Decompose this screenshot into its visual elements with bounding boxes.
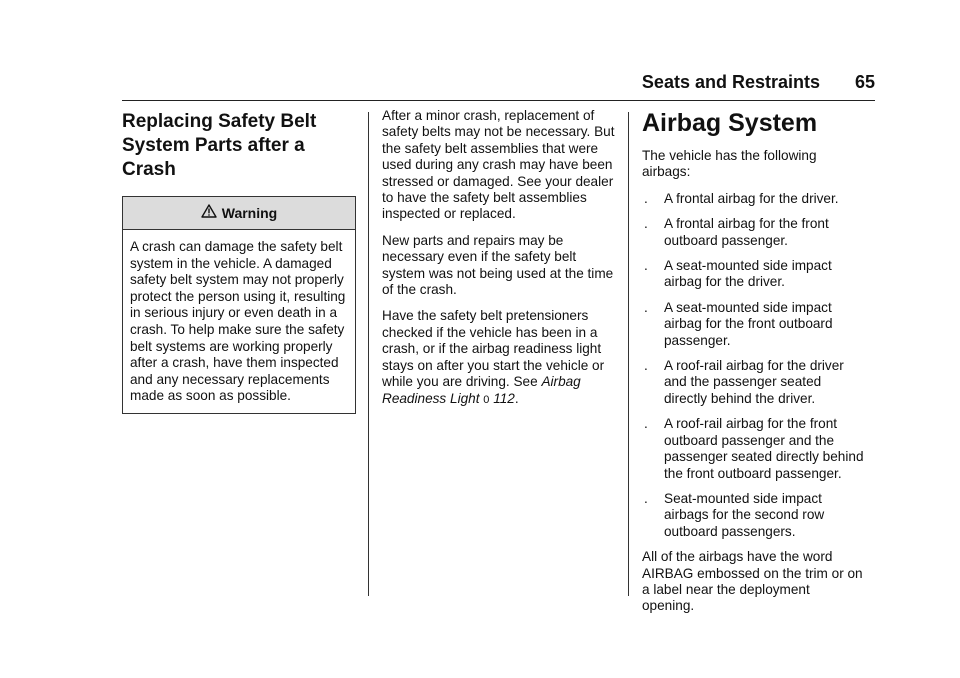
bullet-icon: . (644, 299, 648, 315)
chapter-title: Seats and Restraints (641, 72, 820, 92)
list-item: . A frontal airbag for the driver. (644, 190, 839, 206)
page-reference-icon: 0 (483, 393, 490, 406)
bullet-icon: . (644, 216, 648, 232)
airbag-intro: The vehicle has the following airbags: (642, 148, 817, 180)
airbag-closing: All of the airbags have the word AIRBAG embossed on the trim or on a label near the deployment opening. (642, 549, 863, 614)
list-item: . A frontal airbag for the front outboard passenger. (644, 216, 829, 248)
bullet-icon: . (644, 358, 648, 374)
warning-text: A crash can damage the safety belt system in the vehicle. A damaged safety belt system may not properly protect the person using it, resulting in serious injury or even death in a crash. To help make sure the safety belt systems are working properly after a crash, have them inspected and any necessary replacements made as soon as possible. (130, 239, 346, 404)
bullet-icon: . (644, 416, 648, 432)
column-divider-2 (628, 112, 629, 596)
bullet-icon: . (644, 190, 648, 206)
column-divider-1 (368, 112, 369, 596)
airbag-list (642, 191, 864, 540)
paragraph-end-period: . (514, 390, 519, 406)
warning-box (122, 196, 356, 414)
section-heading-replacing-belts: Replacing Safety Belt System Parts after a Crash (122, 111, 317, 180)
column-2 (382, 108, 618, 418)
paragraph-pretensioners-text: Have the safety belt pretensioners checked if the vehicle has been in a crash, or if the airbag readiness light stays on after you start the vehicle or while you are driving. See (382, 308, 605, 390)
warning-triangle-icon (201, 204, 217, 218)
warning-header (123, 197, 355, 230)
column-3 (642, 108, 864, 625)
list-item: . A roof-rail airbag for the driver and the passenger seated directly behind the driver. (644, 358, 844, 406)
paragraph-new-parts: New parts and repairs may be necessary even if the safety belt system was not being used at the time of the crash. (382, 232, 614, 298)
paragraph-minor-crash: After a minor crash, replacement of safety belts may not be necessary. But the safety belt assemblies that were used during any crash may have been stressed or damaged. See your dealer to have the safety belt assemblies inspected or replaced. (382, 108, 615, 222)
section-heading-airbag-system: Airbag System (642, 109, 818, 137)
paragraph-pretensioners (382, 308, 618, 407)
bullet-icon: . (644, 258, 648, 274)
list-item: . A seat-mounted side impact airbag for the driver. (644, 258, 832, 290)
column-1 (122, 110, 356, 414)
page-reference-number[interactable]: 112 (493, 390, 515, 406)
list-item: . A roof-rail airbag for the front outboard passenger and the passenger seated directly behind the front outboard passenger. (644, 416, 864, 481)
warning-label: Warning (221, 205, 278, 221)
list-item: . A seat-mounted side impact airbag for the front outboard passenger. (644, 299, 833, 348)
bullet-icon: . (644, 490, 648, 506)
page-number: 65 (854, 72, 875, 92)
list-item: . Seat-mounted side impact airbags for the second row outboard passengers. (644, 490, 825, 539)
airbag-readiness-light-link[interactable]: Airbag Readiness Light (382, 374, 581, 406)
page-header (122, 70, 875, 101)
